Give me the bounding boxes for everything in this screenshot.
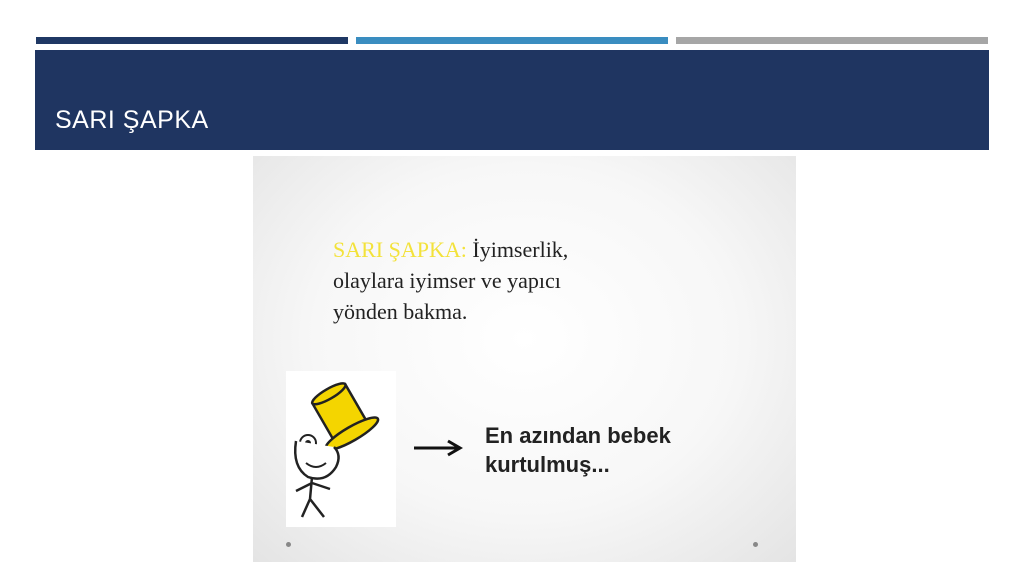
slide-title: SARI ŞAPKA	[55, 106, 209, 134]
punchline-line-2: kurtulmuş...	[485, 452, 610, 477]
punchline-line-1: En azından bebek	[485, 423, 671, 448]
description-line-2: olaylara iyimser ve yapıcı	[333, 268, 561, 293]
decor-stripe-gray	[676, 37, 988, 44]
yellow-hat-stick-figure-icon	[286, 371, 396, 527]
corner-dot-left	[286, 542, 291, 547]
decor-stripe-dark-blue	[36, 37, 348, 44]
decor-stripe-light-blue	[356, 37, 668, 44]
slide-picture	[253, 156, 796, 562]
title-bar	[35, 50, 989, 150]
corner-dot-right	[753, 542, 758, 547]
hat-description	[333, 234, 568, 327]
description-text-1: İyimserlik,	[466, 237, 569, 262]
hat-label: SARI ŞAPKA:	[333, 237, 467, 262]
right-arrow-icon	[412, 438, 464, 458]
punchline	[485, 421, 671, 479]
description-line-1	[333, 234, 568, 265]
description-line-3: yönden bakma.	[333, 299, 468, 324]
